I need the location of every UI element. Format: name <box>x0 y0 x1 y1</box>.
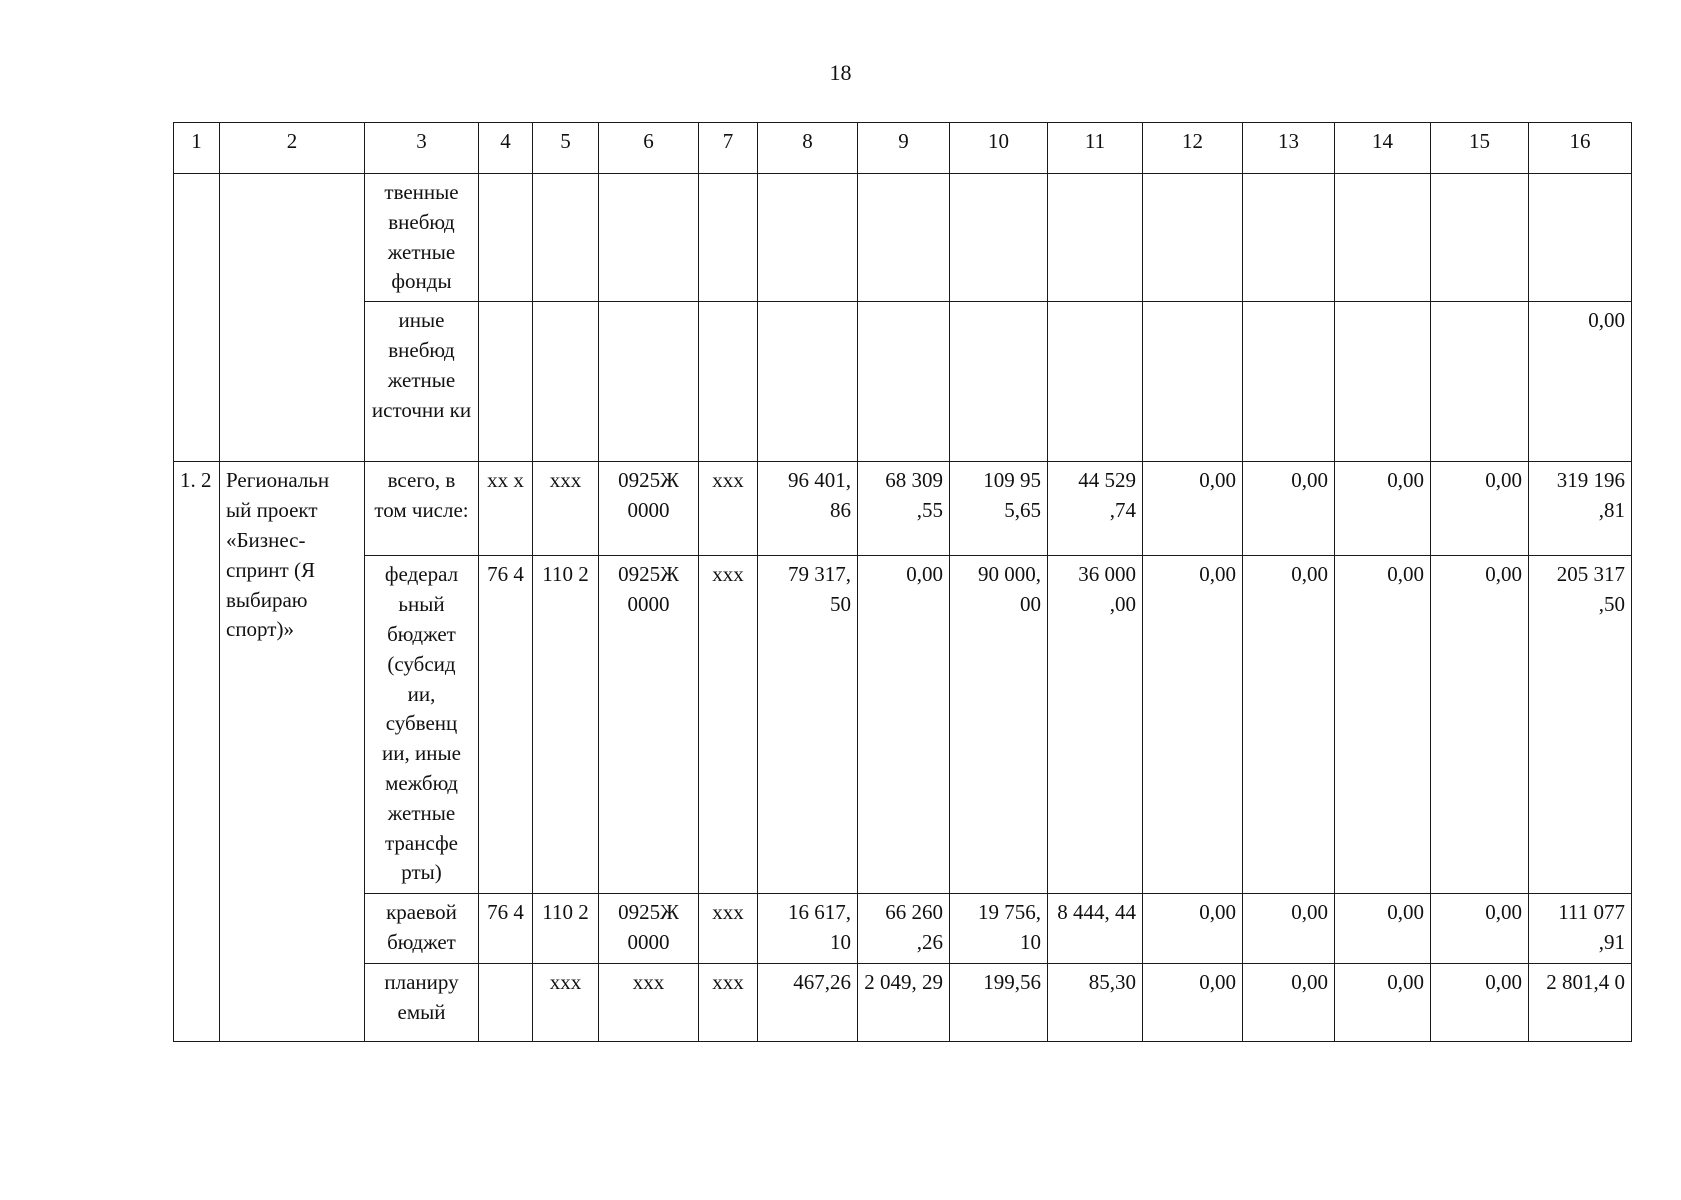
grbs-cell <box>479 964 533 1042</box>
value-cell-10: 199,56 <box>950 964 1048 1042</box>
funding-source-cell: всего, в том числе: <box>365 462 479 556</box>
value-cell-11 <box>1048 174 1143 302</box>
funding-source-cell: краевой бюджет <box>365 894 479 964</box>
value-cell-11: 8 444, 44 <box>1048 894 1143 964</box>
vr-cell: ххх <box>699 556 758 894</box>
row-number-cell <box>174 174 220 462</box>
header-cell-13: 13 <box>1243 123 1335 174</box>
value-cell-9: 68 309 ,55 <box>858 462 950 556</box>
funding-source-cell: федерал ьный бюджет (субсид ии, субвенц ии, иные межбюд жетные трансфе рты) <box>365 556 479 894</box>
value-cell-16: 2 801,4 0 <box>1529 964 1632 1042</box>
value-cell-9: 66 260 ,26 <box>858 894 950 964</box>
value-cell-8 <box>758 174 858 302</box>
value-cell-10 <box>950 174 1048 302</box>
program-name-cell: Региональн ый проект «Бизнес-спринт (Я выбираю спорт)» <box>220 462 365 1042</box>
grbs-cell: хх х <box>479 462 533 556</box>
value-cell-9 <box>858 302 950 462</box>
value-cell-11: 44 529 ,74 <box>1048 462 1143 556</box>
vr-cell: ххх <box>699 964 758 1042</box>
table-row <box>174 302 1632 462</box>
csr-cell: 0925Ж 0000 <box>599 462 699 556</box>
value-cell-8: 467,26 <box>758 964 858 1042</box>
value-cell-16: 0,00 <box>1529 302 1632 462</box>
table-row <box>174 174 1632 302</box>
table-row <box>174 462 1632 556</box>
value-cell-8: 79 317, 50 <box>758 556 858 894</box>
value-cell-13: 0,00 <box>1243 894 1335 964</box>
grbs-cell <box>479 174 533 302</box>
rzpr-cell: 110 2 <box>533 556 599 894</box>
rzpr-cell: 110 2 <box>533 894 599 964</box>
value-cell-9: 2 049, 29 <box>858 964 950 1042</box>
value-cell-16: 319 196 ,81 <box>1529 462 1632 556</box>
page-number: 18 <box>829 60 852 85</box>
value-cell-8: 16 617, 10 <box>758 894 858 964</box>
budget-table <box>173 122 1632 1042</box>
csr-cell <box>599 302 699 462</box>
header-cell-9: 9 <box>858 123 950 174</box>
value-cell-13: 0,00 <box>1243 462 1335 556</box>
value-cell-14: 0,00 <box>1335 556 1431 894</box>
value-cell-11: 85,30 <box>1048 964 1143 1042</box>
value-cell-9: 0,00 <box>858 556 950 894</box>
header-row <box>174 123 1632 174</box>
vr-cell <box>699 174 758 302</box>
rzpr-cell: ххх <box>533 964 599 1042</box>
funding-source-cell: твенные внебюд жетные фонды <box>365 174 479 302</box>
value-cell-15 <box>1431 174 1529 302</box>
value-cell-14 <box>1335 174 1431 302</box>
funding-source-cell: планиру емый <box>365 964 479 1042</box>
header-cell-8: 8 <box>758 123 858 174</box>
value-cell-15: 0,00 <box>1431 964 1529 1042</box>
value-cell-15: 0,00 <box>1431 894 1529 964</box>
csr-cell: 0925Ж 0000 <box>599 894 699 964</box>
value-cell-14 <box>1335 302 1431 462</box>
csr-cell: 0925Ж 0000 <box>599 556 699 894</box>
value-cell-14: 0,00 <box>1335 894 1431 964</box>
value-cell-13: 0,00 <box>1243 964 1335 1042</box>
value-cell-13: 0,00 <box>1243 556 1335 894</box>
table-row <box>174 556 1632 894</box>
header-cell-2: 2 <box>220 123 365 174</box>
vr-cell <box>699 302 758 462</box>
header-cell-14: 14 <box>1335 123 1431 174</box>
rzpr-cell <box>533 302 599 462</box>
header-cell-11: 11 <box>1048 123 1143 174</box>
value-cell-13 <box>1243 302 1335 462</box>
header-cell-1: 1 <box>174 123 220 174</box>
header-cell-6: 6 <box>599 123 699 174</box>
value-cell-16: 205 317 ,50 <box>1529 556 1632 894</box>
value-cell-15: 0,00 <box>1431 556 1529 894</box>
header-cell-15: 15 <box>1431 123 1529 174</box>
value-cell-8 <box>758 302 858 462</box>
value-cell-11 <box>1048 302 1143 462</box>
value-cell-10: 109 95 5,65 <box>950 462 1048 556</box>
header-cell-16: 16 <box>1529 123 1632 174</box>
header-cell-5: 5 <box>533 123 599 174</box>
value-cell-12: 0,00 <box>1143 462 1243 556</box>
csr-cell <box>599 174 699 302</box>
value-cell-13 <box>1243 174 1335 302</box>
value-cell-12 <box>1143 302 1243 462</box>
value-cell-12: 0,00 <box>1143 964 1243 1042</box>
funding-source-cell: иные внебюд жетные источни ки <box>365 302 479 462</box>
csr-cell: ххх <box>599 964 699 1042</box>
value-cell-12 <box>1143 174 1243 302</box>
grbs-cell: 76 4 <box>479 556 533 894</box>
header-cell-12: 12 <box>1143 123 1243 174</box>
value-cell-12: 0,00 <box>1143 894 1243 964</box>
rzpr-cell <box>533 174 599 302</box>
value-cell-9 <box>858 174 950 302</box>
value-cell-16 <box>1529 174 1632 302</box>
value-cell-8: 96 401, 86 <box>758 462 858 556</box>
table-row <box>174 894 1632 964</box>
program-name-cell <box>220 174 365 462</box>
header-cell-10: 10 <box>950 123 1048 174</box>
rzpr-cell: ххх <box>533 462 599 556</box>
row-number-cell: 1. 2 <box>174 462 220 1042</box>
value-cell-12: 0,00 <box>1143 556 1243 894</box>
vr-cell: ххх <box>699 894 758 964</box>
grbs-cell: 76 4 <box>479 894 533 964</box>
value-cell-15: 0,00 <box>1431 462 1529 556</box>
value-cell-14: 0,00 <box>1335 462 1431 556</box>
grbs-cell <box>479 302 533 462</box>
value-cell-10: 90 000, 00 <box>950 556 1048 894</box>
vr-cell: ххх <box>699 462 758 556</box>
value-cell-10 <box>950 302 1048 462</box>
table-row <box>174 964 1632 1042</box>
header-cell-3: 3 <box>365 123 479 174</box>
value-cell-15 <box>1431 302 1529 462</box>
value-cell-10: 19 756, 10 <box>950 894 1048 964</box>
value-cell-14: 0,00 <box>1335 964 1431 1042</box>
value-cell-11: 36 000 ,00 <box>1048 556 1143 894</box>
header-cell-4: 4 <box>479 123 533 174</box>
value-cell-16: 111 077 ,91 <box>1529 894 1632 964</box>
header-cell-7: 7 <box>699 123 758 174</box>
